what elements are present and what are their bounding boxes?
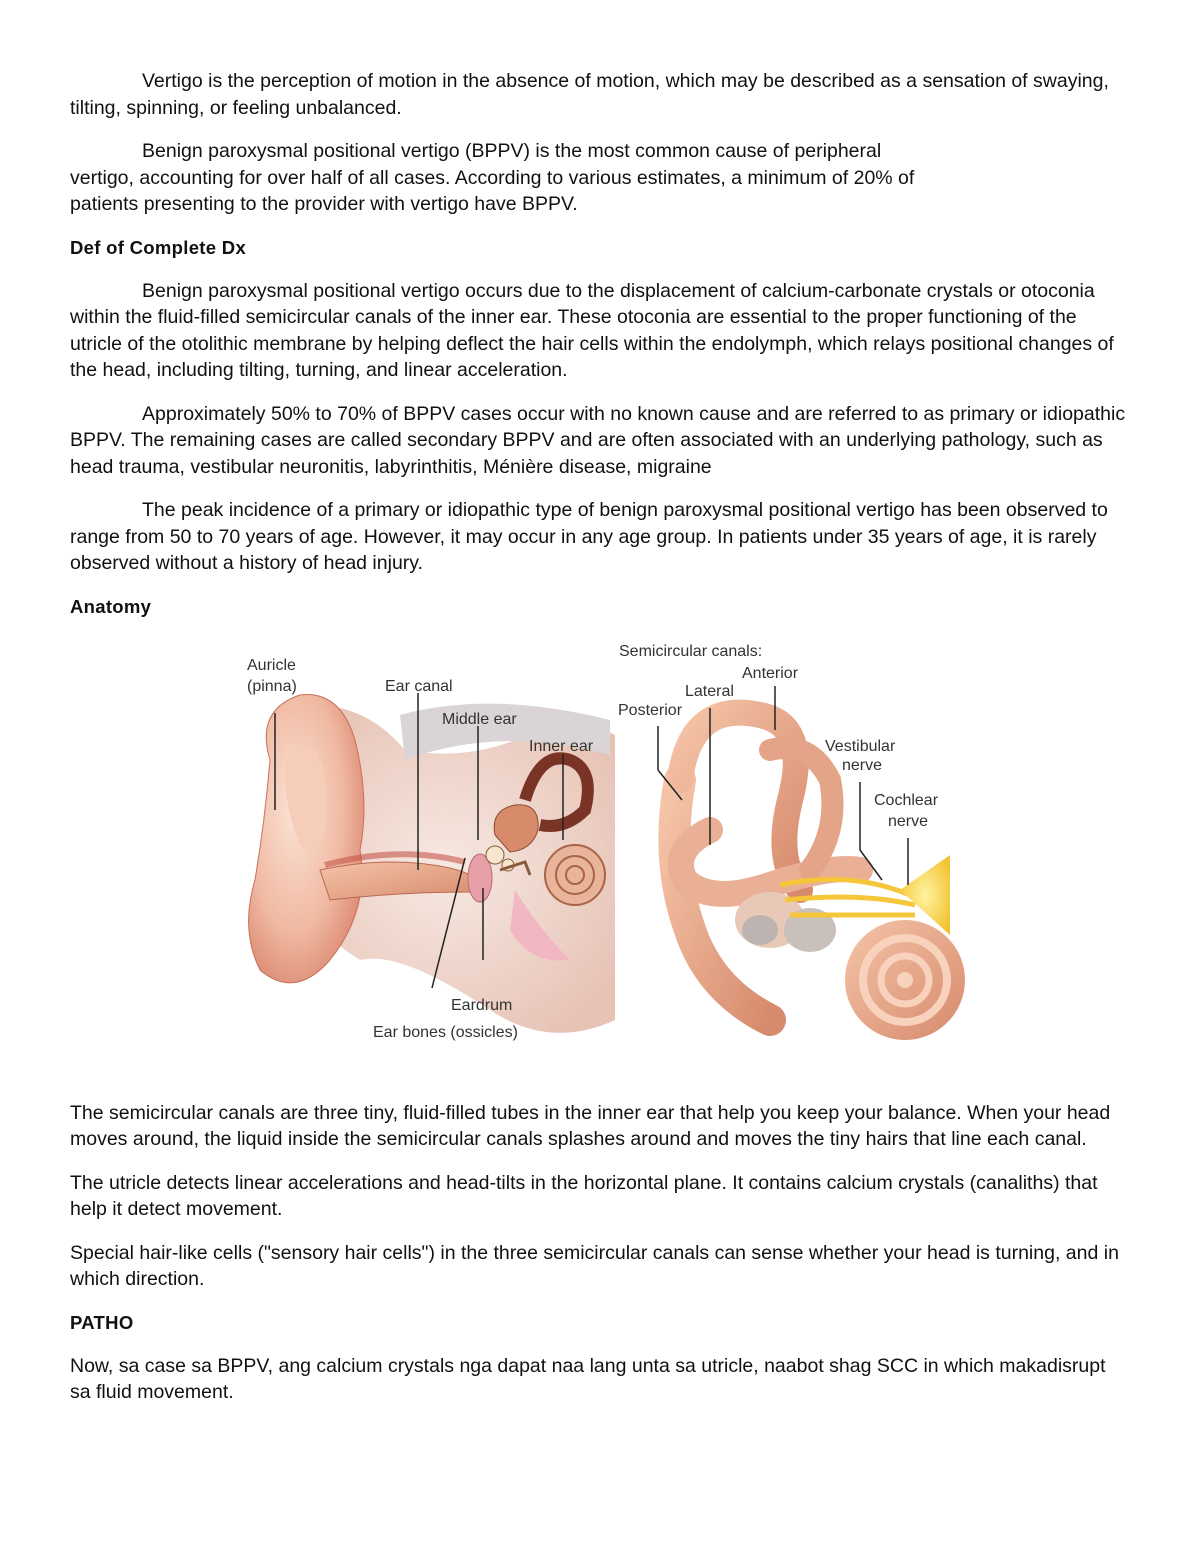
cochlea-spiral [845, 920, 965, 1040]
label-ear-canal: Ear canal [385, 677, 453, 695]
labyrinth-illustration [674, 712, 965, 1039]
document-page [70, 68, 1130, 1406]
label-semicircular-canals: Semicircular canals: [619, 642, 763, 660]
paragraph-bppv-prevalence: Benign paroxysmal positional vertigo (BPPV) is the most common cause of peripheral vertigo, accounting for over half of all cases. According to various estimates, a minimum of 20% of patients presenting to the provider with vertigo have BPPV. [70, 140, 915, 215]
paragraph-utricle: The utricle detects linear accelerations and head-tilts in the horizontal plane. It contains calcium crystals (canaliths) that help it detect movement. [70, 1171, 1098, 1220]
heading-def-complete-dx: Def of Complete Dx [70, 236, 247, 258]
label-inner-ear: Inner ear [529, 737, 594, 755]
label-lateral: Lateral [685, 682, 734, 700]
cochlea-shape [545, 845, 605, 905]
paragraph-bppv-cause: Benign paroxysmal positional vertigo occurs due to the displacement of calcium-carbonate crystals or otoconia within the fluid-filled semicircular canals of the inner ear. These otoconia are essential to the proper functioning of the utricle of the otolithic membrane by helping deflect the hair cells within the endolymph, which relays positional changes of the head, including tilting, turning, and linear acceleration. [70, 279, 1114, 381]
label-pinna: (pinna) [247, 677, 297, 695]
paragraph-vertigo-definition: Vertigo is the perception of motion in the absence of motion, which may be described as a sensation of swaying, tilting, spinning, or feeling unbalanced. [70, 70, 1109, 119]
paragraph-primary-secondary: Approximately 50% to 70% of BPPV cases occur with no known cause and are referred to as primary or idiopathic BPPV. The remaining cases are called secondary BPPV and are often associated with an underlying pathology, such as head trauma, vestibular neuronitis, labyrinthitis, Ménière disease, migraine [70, 402, 1126, 478]
ear-anatomy-illustration [70, 630, 1130, 1088]
ear-anatomy-figure [70, 630, 1130, 1088]
paragraph-semicircular-canals: The semicircular canals are three tiny, fluid-filled tubes in the inner ear that help you keep your balance. When your head moves around, the liquid inside the semicircular canals splashes around and moves the tiny hairs that line each canal. [70, 1101, 1111, 1150]
label-cochlear-nerve-1: Cochlear [874, 791, 939, 809]
paragraph-hair-cells: Special hair-like cells ("sensory hair cells") in the three semicircular canals can sense whether your head is turning, and in which direction. [70, 1241, 1119, 1290]
label-vestibular-nerve-1: Vestibular [825, 737, 896, 755]
heading-patho: PATHO [70, 1311, 134, 1333]
paragraph-peak-incidence: The peak incidence of a primary or idiopathic type of benign paroxysmal positional vertigo has been observed to range from 50 to 70 years of age. However, it may occur in any age group. In patients under 35 years of age, it is rarely observed without a history of head injury. [70, 499, 1108, 574]
label-middle-ear: Middle ear [442, 710, 517, 728]
label-eardrum: Eardrum [451, 996, 513, 1014]
label-cochlear-nerve-2: nerve [888, 812, 929, 830]
label-ossicles: Ear bones (ossicles) [373, 1023, 518, 1041]
heading-anatomy: Anatomy [70, 595, 152, 617]
paragraph-patho-explanation: Now, sa case sa BPPV, ang calcium crystals nga dapat naa lang unta sa utricle, naabot shag SCC in which makadisrupt sa fluid movement. [70, 1354, 1106, 1403]
label-vestibular-nerve-2: nerve [842, 756, 883, 774]
label-posterior: Posterior [618, 701, 683, 719]
label-anterior: Anterior [742, 664, 799, 682]
label-auricle: Auricle [247, 656, 296, 674]
